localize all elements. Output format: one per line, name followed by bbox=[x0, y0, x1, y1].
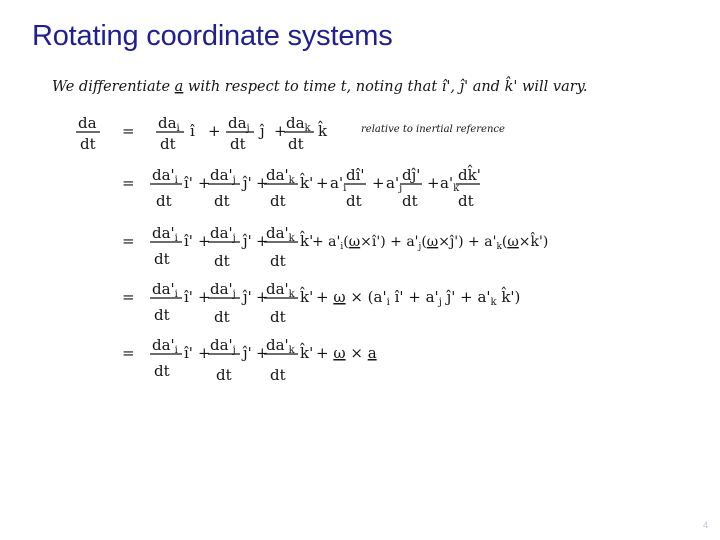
svg-text:+: + bbox=[198, 288, 211, 306]
svg-text:da'k: $da'_k$ bbox=[266, 280, 295, 300]
svg-text:a'k: $a'_k$ bbox=[440, 174, 460, 194]
svg-text:dt: dt bbox=[214, 252, 230, 270]
svg-text:+ a'i(ω×î') + a'j(ω×ĵ') + a'k(: + $a'_i(\omega\times î')$ + $a'_j(\omega\times ĵ')$ + $a'_k(\omega\times k̂')$ bbox=[312, 234, 549, 252]
svg-text:dt: dt bbox=[216, 366, 232, 384]
svg-text:a'j: $a'_j$ bbox=[386, 174, 403, 194]
svg-text:=: = bbox=[122, 122, 135, 140]
svg-text:dt: dt bbox=[288, 135, 304, 153]
svg-text:dt: dt bbox=[156, 192, 172, 210]
svg-text:=: = bbox=[122, 344, 135, 362]
intro-line: We differentiate a with respect to time t, noting that î', ĵ' and k̂' will vary. bbox=[52, 79, 588, 95]
svg-text:+ ω × a: + ω × a bbox=[316, 344, 377, 362]
svg-text:+: + bbox=[256, 174, 269, 192]
svg-text:+ ω × (a'i î' + a'j ĵ' + a'k k: + $\omega \times (a'_i$ î' + $a'_j$ ĵ' + $a'_k$ k̂') bbox=[316, 288, 521, 308]
svg-text:da'k: $da'_k$ bbox=[266, 336, 295, 356]
svg-text:k̂': k̂' bbox=[300, 288, 314, 306]
svg-text:da'j: $da'_j$ bbox=[210, 336, 236, 356]
svg-text:dt: dt bbox=[154, 306, 170, 324]
svg-text:+: + bbox=[198, 174, 211, 192]
svg-text:dk̂': dk̂' bbox=[458, 166, 481, 184]
svg-text:dt: dt bbox=[402, 192, 418, 210]
equation-line-2 bbox=[122, 165, 481, 210]
svg-text:î: î bbox=[190, 122, 195, 140]
page-number: 4 bbox=[702, 520, 708, 530]
svg-text:dt: dt bbox=[270, 192, 286, 210]
svg-text:+: + bbox=[208, 122, 221, 140]
svg-text:ĵ': ĵ' bbox=[243, 174, 252, 192]
equation-line-5 bbox=[122, 336, 377, 384]
svg-text:dt: dt bbox=[154, 362, 170, 380]
svg-text:î': î' bbox=[184, 174, 193, 192]
svg-text:=: = bbox=[122, 288, 135, 306]
svg-text:ĵ: ĵ bbox=[260, 122, 265, 140]
svg-text:ĵ': ĵ' bbox=[243, 344, 252, 362]
svg-text:daj: $da_j$ bbox=[228, 114, 250, 134]
svg-text:k̂': k̂' bbox=[300, 174, 314, 192]
svg-text:=: = bbox=[122, 232, 135, 250]
svg-text:=: = bbox=[122, 174, 135, 192]
svg-text:k̂': k̂' bbox=[300, 344, 314, 362]
svg-text:ĵ': ĵ' bbox=[243, 232, 252, 250]
svg-text:da'k: $da'_k$ bbox=[266, 224, 295, 244]
svg-text:da'j: $da'_j$ bbox=[210, 166, 236, 186]
svg-text:dt: dt bbox=[346, 192, 362, 210]
equation-line-3 bbox=[122, 224, 548, 270]
svg-text:+: + bbox=[198, 232, 211, 250]
svg-text:da'i: $da'_i$ bbox=[152, 166, 178, 186]
svg-text:da: da bbox=[78, 114, 97, 132]
svg-text:dt: dt bbox=[160, 135, 176, 153]
svg-text:dt: dt bbox=[214, 308, 230, 326]
svg-text:a'i: $a'_i$ bbox=[330, 174, 347, 194]
svg-text:da'i: $da'_i$ bbox=[152, 224, 178, 244]
svg-text:da'i: $da'_i$ bbox=[152, 280, 178, 300]
svg-text:dt: dt bbox=[458, 192, 474, 210]
svg-text:+: + bbox=[372, 174, 385, 192]
svg-text:dĵ': dĵ' bbox=[402, 166, 421, 184]
svg-text:da'j: $da'_j$ bbox=[210, 224, 236, 244]
svg-text:dak: $da_k$ bbox=[286, 114, 311, 134]
svg-text:+: + bbox=[316, 174, 329, 192]
svg-text:î': î' bbox=[184, 344, 193, 362]
svg-text:dt: dt bbox=[270, 308, 286, 326]
svg-text:dî': dî' bbox=[346, 166, 365, 184]
svg-text:dai: $da_i$ bbox=[158, 114, 180, 134]
svg-text:da'k: $da'_k$ bbox=[266, 166, 295, 186]
svg-text:dt: dt bbox=[270, 366, 286, 384]
slide-title: Rotating coordinate systems bbox=[32, 20, 393, 52]
svg-text:ĵ': ĵ' bbox=[243, 288, 252, 306]
svg-text:î': î' bbox=[184, 288, 193, 306]
svg-text:k̂: k̂ bbox=[318, 122, 328, 140]
svg-text:k̂': k̂' bbox=[300, 232, 314, 250]
svg-text:dt: dt bbox=[270, 252, 286, 270]
svg-text:+: + bbox=[198, 344, 211, 362]
svg-text:dt: dt bbox=[214, 192, 230, 210]
svg-text:+: + bbox=[256, 232, 269, 250]
svg-text:dt: dt bbox=[80, 135, 96, 153]
equation-line-1 bbox=[76, 114, 505, 153]
svg-text:+: + bbox=[256, 288, 269, 306]
svg-text:+: + bbox=[256, 344, 269, 362]
equation-line-4 bbox=[122, 280, 520, 326]
svg-text:da'j: $da'_j$ bbox=[210, 280, 236, 300]
svg-text:+: + bbox=[427, 174, 440, 192]
svg-text:dt: dt bbox=[230, 135, 246, 153]
svg-text:da'i: $da'_i$ bbox=[152, 336, 178, 356]
svg-text:+: + bbox=[274, 122, 287, 140]
svg-text:dt: dt bbox=[154, 250, 170, 268]
handwritten-derivation bbox=[50, 68, 588, 390]
svg-text:î': î' bbox=[184, 232, 193, 250]
svg-text:relative to inertial reference: relative to inertial reference bbox=[361, 124, 505, 135]
